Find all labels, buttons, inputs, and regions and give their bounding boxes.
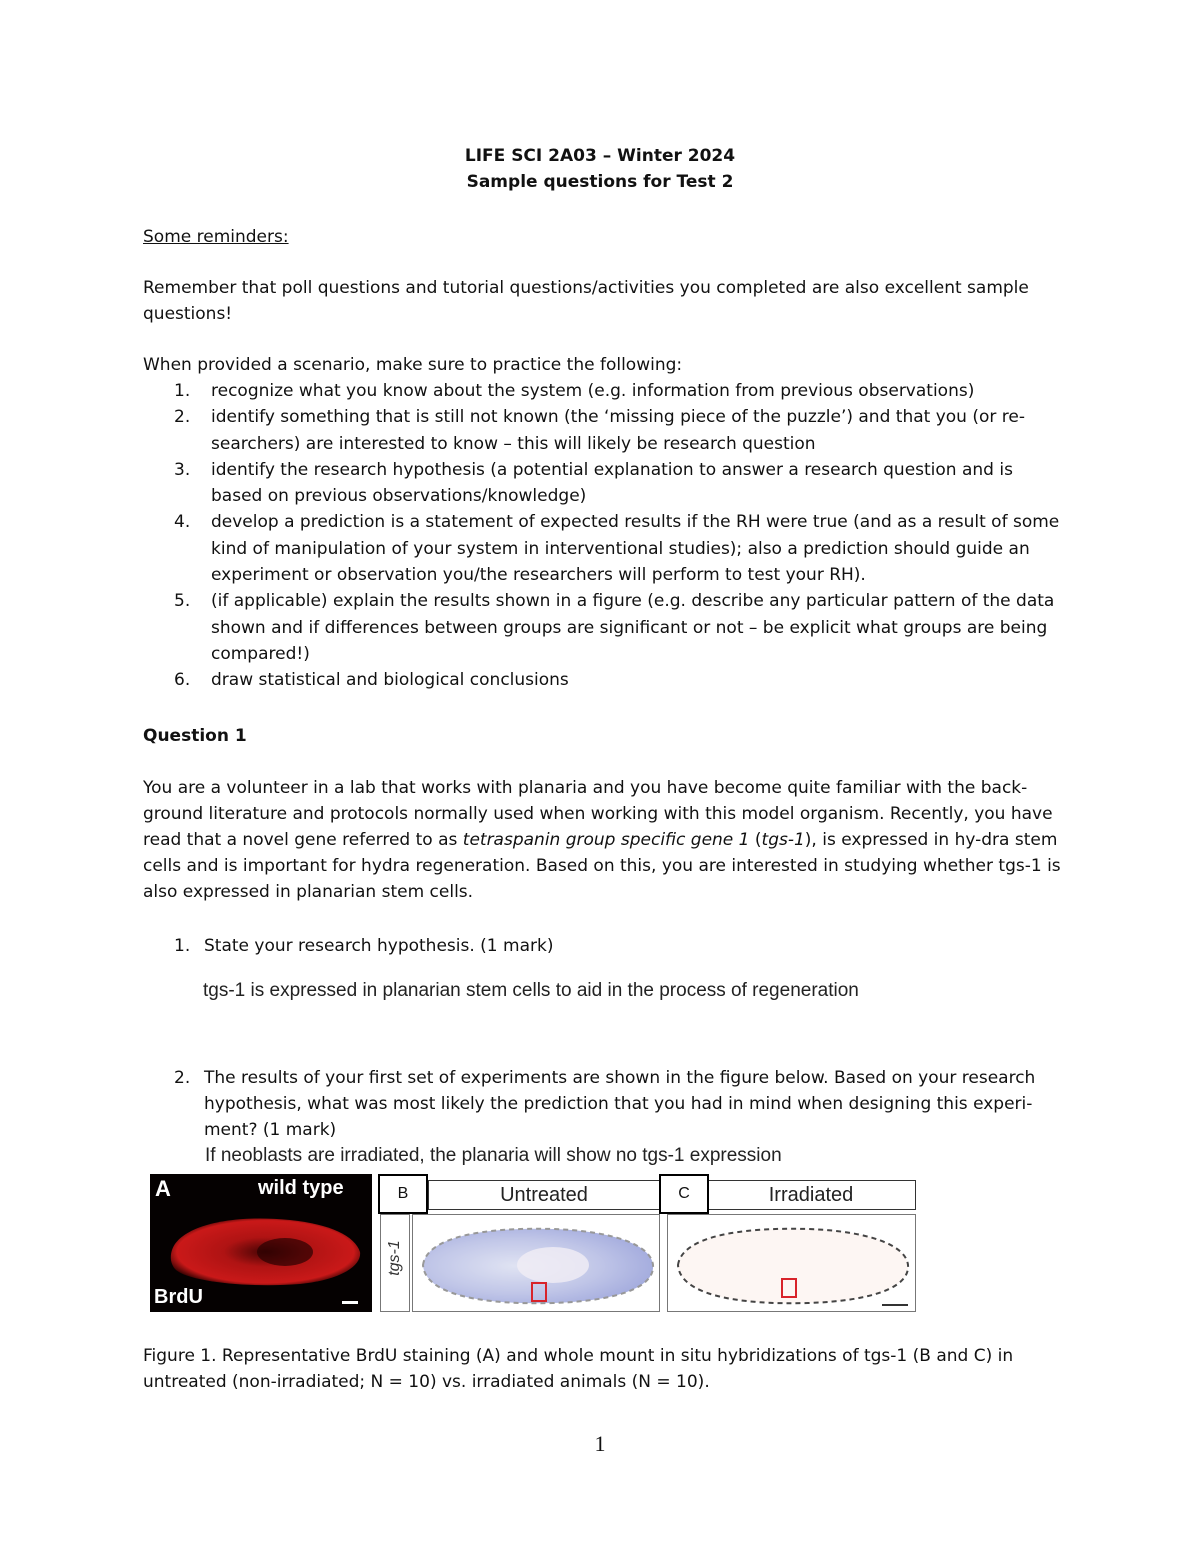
list-item: 2. identify something that is still not known (the ‘missing piece of the puzzle’) and that you (or re-searchers) are interested to know – this will likely be research question — [174, 407, 1025, 454]
panel-a-stain-label: BrdU — [154, 1286, 203, 1308]
figure-1 — [150, 1174, 920, 1314]
question-1-scenario: You are a volunteer in a lab that works with planaria and you have become quite familiar with the back-ground literature and protocols normally used when working with this model organism. Recently, you have read that a novel gene referred to as tetraspanin group specific gene 1 (tgs-1), is expressed in hy-dra stem cells and is important for hydra regeneration. Based on this, you are interested in studying whether tgs-1 is also expressed in planarian stem cells. — [143, 778, 1061, 902]
panel-c-letter: C — [659, 1174, 709, 1214]
gene-abbrev: tgs-1 — [761, 830, 805, 850]
row-label: tgs-1 — [386, 1240, 403, 1276]
panel-b-letter: B — [378, 1174, 428, 1214]
list-item: 5. (if applicable) explain the results shown in a figure (e.g. describe any particular pattern of the data shown and if differences between groups are significant or not – be explicit what groups are being compared!) — [174, 591, 1055, 664]
gene-name: tetraspanin group specific gene 1 — [462, 830, 750, 850]
list-item: 4. develop a prediction is a statement of expected results if the RH were true (and as a result of some kind of manipulation of your system in interventional studies); also a prediction should guide an experiment or observation you/the researchers will perform to test your RH). — [174, 512, 1060, 586]
item-2-prompt: The results of your first set of experiments are shown in the figure below. Based on your research hypothesis, what was most likely the prediction that you had in mind when designing this experi-ment? (1 mark) — [204, 1068, 1036, 1140]
document-subtitle: Sample questions for Test 2 — [466, 172, 734, 192]
scale-bar — [342, 1301, 358, 1304]
pharynx-region — [257, 1238, 313, 1266]
document-page: LIFE SCI 2A03 – Winter 2024 Sample questions for Test 2 Some reminders: Remember that poll questions and tutorial questions/activities you completed are also excellent sample questions! When provided a scenario, make sure to practice the following: 1. recognize what you know about the system (e.g. information from previous observations) 2. identify something that is still not known (the ‘missing piece of the puzzle’) and that you (or re-searchers) are interested to know – this will likely be research question 3. identify the research hypothesis (a potential explanation to answer a research question and is based on previous observations/knowledge) 4. develop a prediction is a statement of expected results if the RH were true (and as a result of some kind of manipulation of your system in interventional studies); also a prediction should guide an experiment or observation you/the researchers will perform to test your RH). 5. (if applicable) explain the results shown in a figure (e.g. describe any particular pattern of the data shown and if differences between groups are significant or not – be explicit what groups are being compared!) 6. draw statistical and biological conclusions Question 1 You are a volunteer in a lab that works with planaria and you have become quite familiar with the back-ground literature and protocols normally used when working with this model organism. Recently, you have read that a novel gene referred to as tetraspanin group specific gene 1 (tgs-1), is expressed in hy-dra stem cells and is important for hydra regeneration. Based on this, you are interested in studying whether tgs-1 is also expressed in planarian stem cells. 1. State your research hypothesis. (1 mark) tgs-1 is expressed in planarian stem cells to aid in the process of regeneration 2. The results of your first set of experiments are shown in the figure below. Based on your research hypothesis, what was most likely the prediction that you had in mind when designing this experi-ment? (1 mark) If neoblasts are irradiated, the planaria will show no tgs-1 expression A wild type BrdU Untreated Irradiated B C tgs-1 Figure 1. Representative BrdU staining (A) and whole mount in situ hybridizations of tgs-1 (B and C) in untreated (non-irradiated; N = 10) vs. irradiated animals (N = 10). 1 — [0, 0, 1200, 1553]
reminders-intro: Remember that poll questions and tutorial questions/activities you completed are also excellent sample questions! — [143, 278, 1029, 324]
list-item: 6. draw statistical and biological conclusions — [174, 670, 569, 691]
untreated-planarian — [413, 1215, 659, 1311]
answer-1-text: tgs-1 is expressed in planarian stem cells to aid in the process of regeneration — [203, 980, 859, 1001]
brdu-panel — [150, 1174, 372, 1312]
panel-a-letter: A — [155, 1176, 171, 1201]
untreated-header: Untreated — [428, 1180, 660, 1210]
row-label-box — [380, 1214, 410, 1312]
page-number: 1 — [594, 1431, 606, 1456]
reminders-heading: Some reminders: — [143, 227, 289, 247]
course-title: LIFE SCI 2A03 – Winter 2024 — [464, 146, 736, 166]
scale-bar — [882, 1304, 908, 1306]
scenario-intro: When provided a scenario, make sure to practice the following: — [143, 355, 683, 375]
question-1-heading: Question 1 — [143, 726, 247, 746]
irradiated-planarian — [668, 1215, 915, 1311]
figure-caption: Figure 1. Representative BrdU staining (A) and whole mount in situ hybridizations of tgs-1 (B and C) in untreated (non-irradiated; N = 10) vs. irradiated animals (N = 10). — [143, 1346, 1014, 1392]
answer-2-text: If neoblasts are irradiated, the planaria will show no tgs-1 expression — [205, 1145, 782, 1166]
irradiated-image — [667, 1214, 916, 1312]
untreated-image — [412, 1214, 660, 1312]
item-1-prompt: State your research hypothesis. (1 mark) — [204, 936, 554, 956]
irradiated-header: Irradiated — [706, 1180, 916, 1210]
practice-steps-list — [143, 378, 1063, 694]
panel-a-title: wild type — [258, 1177, 344, 1199]
list-item: 3. identify the research hypothesis (a potential explanation to answer a research question and is based on previous observations/knowledge) — [174, 459, 1013, 507]
list-item: 1. recognize what you know about the system (e.g. information from previous observations) — [174, 381, 975, 401]
